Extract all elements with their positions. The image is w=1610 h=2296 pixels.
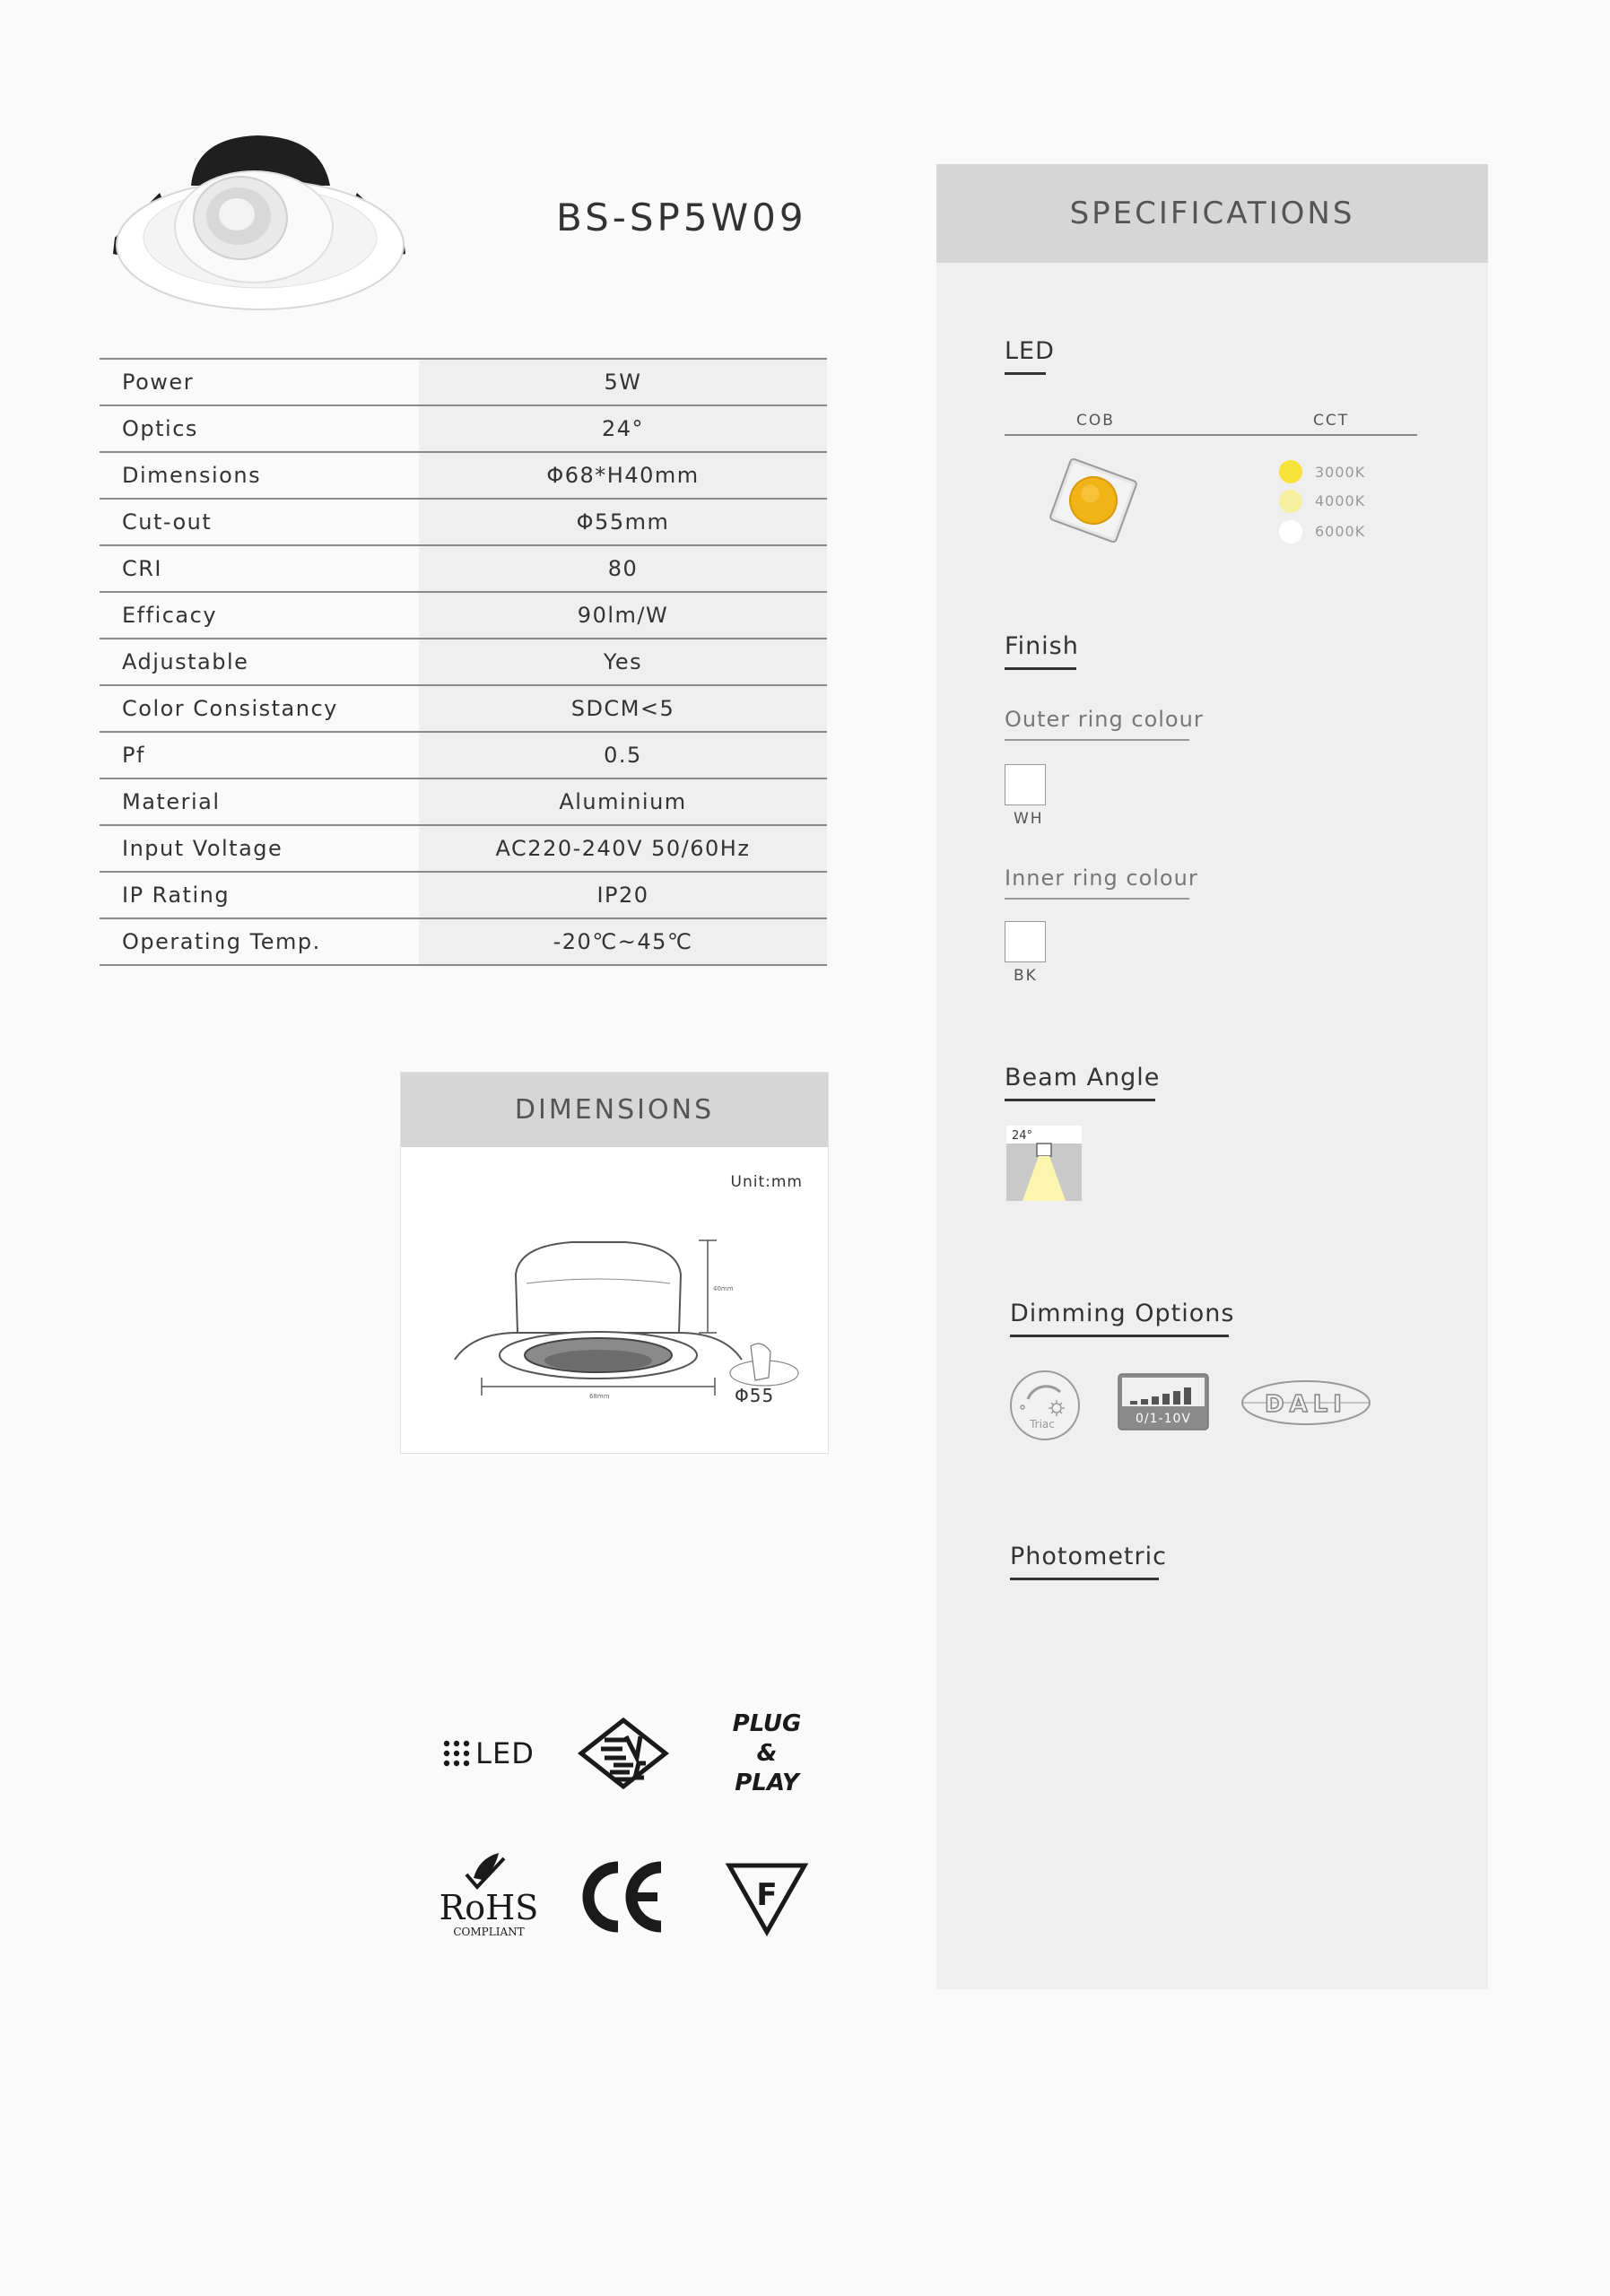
enec-mark-icon xyxy=(574,1713,673,1794)
spec-label: CRI xyxy=(100,545,419,592)
dali-label: DALI xyxy=(1265,1391,1347,1418)
spec-row xyxy=(100,405,827,452)
spec-value: Φ68*H40mm xyxy=(419,452,827,499)
ce-label: CE xyxy=(622,1897,624,1898)
enec-certification xyxy=(556,1686,691,1821)
rohs-compliant-label: COMPLIANT xyxy=(453,1926,525,1938)
spec-table xyxy=(100,358,827,966)
spec-label: Pf xyxy=(100,732,419,778)
cct-4000k-swatch xyxy=(1279,490,1302,513)
inner-ring-underline xyxy=(1005,898,1189,900)
analog-label: 0/1-10V xyxy=(1136,1412,1191,1426)
analog-dimming-icon xyxy=(1118,1373,1209,1431)
finish-section-title: Finish xyxy=(1005,632,1079,660)
spec-value: SDCM<5 xyxy=(419,685,827,732)
product-image xyxy=(106,130,411,318)
dimensions-box xyxy=(400,1072,829,1454)
outer-ring-underline xyxy=(1005,739,1189,741)
spec-row xyxy=(100,918,827,965)
rohs-mark-icon xyxy=(439,1848,538,1946)
cct-6000k-swatch xyxy=(1279,520,1302,544)
led-certification xyxy=(413,1686,565,1821)
spec-value: 24° xyxy=(419,405,827,452)
beam-section-underline xyxy=(1005,1099,1155,1101)
led-dots-icon xyxy=(443,1740,470,1767)
spec-row xyxy=(100,452,827,499)
rohs-certification xyxy=(413,1830,565,1964)
triac-dimming-icon xyxy=(1008,1369,1082,1442)
ce-certification xyxy=(556,1830,691,1964)
dimensions-cutout-label: Φ55 xyxy=(735,1385,775,1406)
spec-label: Adjustable xyxy=(100,639,419,685)
dimensions-width-label: 68mm xyxy=(589,1393,610,1400)
plug-line-2: & xyxy=(756,1739,778,1767)
led-section-underline xyxy=(1005,372,1046,375)
dimensions-height-label: 40mm xyxy=(713,1285,734,1292)
spec-label: Material xyxy=(100,778,419,825)
spec-value: 5W xyxy=(419,359,827,405)
spec-value: 80 xyxy=(419,545,827,592)
rohs-label: RoHS xyxy=(439,1888,538,1927)
spec-value: 0.5 xyxy=(419,732,827,778)
cct-3000k-label: 3000K xyxy=(1315,464,1366,481)
specifications-title: SPECIFICATIONS xyxy=(936,164,1488,263)
inner-ring-code: BK xyxy=(1014,967,1038,985)
spec-label: Efficacy xyxy=(100,592,419,639)
spec-row xyxy=(100,685,827,732)
spec-label: Cut-out xyxy=(100,499,419,545)
beam-section-title: Beam Angle xyxy=(1005,1064,1161,1091)
outer-ring-white-swatch xyxy=(1005,764,1046,805)
spec-value: Yes xyxy=(419,639,827,685)
ce-mark-icon xyxy=(579,1857,668,1937)
certifications xyxy=(395,1659,843,2000)
spec-label: IP Rating xyxy=(100,872,419,918)
f-mark-icon xyxy=(722,1857,812,1937)
spec-row xyxy=(100,499,827,545)
spec-label: Power xyxy=(100,359,419,405)
spec-label: Dimensions xyxy=(100,452,419,499)
beam-angle-icon xyxy=(1006,1126,1082,1201)
spec-value: -20℃~45℃ xyxy=(419,918,827,965)
spec-value: Φ55mm xyxy=(419,499,827,545)
finish-section-underline xyxy=(1005,667,1076,670)
spec-label: Optics xyxy=(100,405,419,452)
spec-row xyxy=(100,545,827,592)
spec-row xyxy=(100,359,827,405)
dimensions-title: DIMENSIONS xyxy=(401,1073,828,1147)
triac-label: Triac xyxy=(1030,1418,1055,1431)
outer-ring-title: Outer ring colour xyxy=(1005,707,1204,732)
dimming-section-underline xyxy=(1010,1335,1229,1337)
cct-3000k-swatch xyxy=(1279,460,1302,483)
f-mark-label: F xyxy=(756,1877,778,1913)
plug-line-1: PLUG xyxy=(732,1709,802,1737)
spec-row xyxy=(100,639,827,685)
spec-row xyxy=(100,778,827,825)
f-mark-certification xyxy=(700,1830,834,1964)
spec-value: AC220-240V 50/60Hz xyxy=(419,825,827,872)
spec-label: Color Consistancy xyxy=(100,685,419,732)
spec-row xyxy=(100,825,827,872)
dimensions-unit: Unit:mm xyxy=(730,1173,803,1191)
spec-value: 90lm/W xyxy=(419,592,827,639)
cct-label: CCT xyxy=(1313,412,1350,430)
spec-row xyxy=(100,872,827,918)
spec-value: IP20 xyxy=(419,872,827,918)
spec-label: Input Voltage xyxy=(100,825,419,872)
led-table-divider xyxy=(1005,434,1417,436)
photometric-section-underline xyxy=(1010,1578,1159,1580)
spec-value: Aluminium xyxy=(419,778,827,825)
plug-line-3: PLAY xyxy=(735,1769,799,1796)
spec-label: Operating Temp. xyxy=(100,918,419,965)
dimming-section-title: Dimming Options xyxy=(1010,1300,1235,1327)
cob-chip-icon xyxy=(1044,456,1143,545)
led-certification-label: LED xyxy=(475,1736,535,1770)
spec-row xyxy=(100,732,827,778)
inner-ring-title: Inner ring colour xyxy=(1005,865,1198,891)
product-model: BS-SP5W09 xyxy=(556,196,807,239)
dali-dimming-icon xyxy=(1240,1378,1372,1428)
specifications-panel xyxy=(936,164,1488,1989)
photometric-section-title: Photometric xyxy=(1010,1543,1167,1570)
beam-angle-label: 24° xyxy=(1012,1129,1033,1143)
cct-6000k-label: 6000K xyxy=(1315,523,1366,540)
outer-ring-code: WH xyxy=(1014,810,1044,828)
cob-label: COB xyxy=(1076,412,1115,430)
spec-row xyxy=(100,592,827,639)
led-section-title: LED xyxy=(1005,337,1055,365)
cct-4000k-label: 4000K xyxy=(1315,492,1366,509)
plug-and-play-certification xyxy=(700,1686,834,1821)
inner-ring-swatch xyxy=(1005,921,1046,962)
